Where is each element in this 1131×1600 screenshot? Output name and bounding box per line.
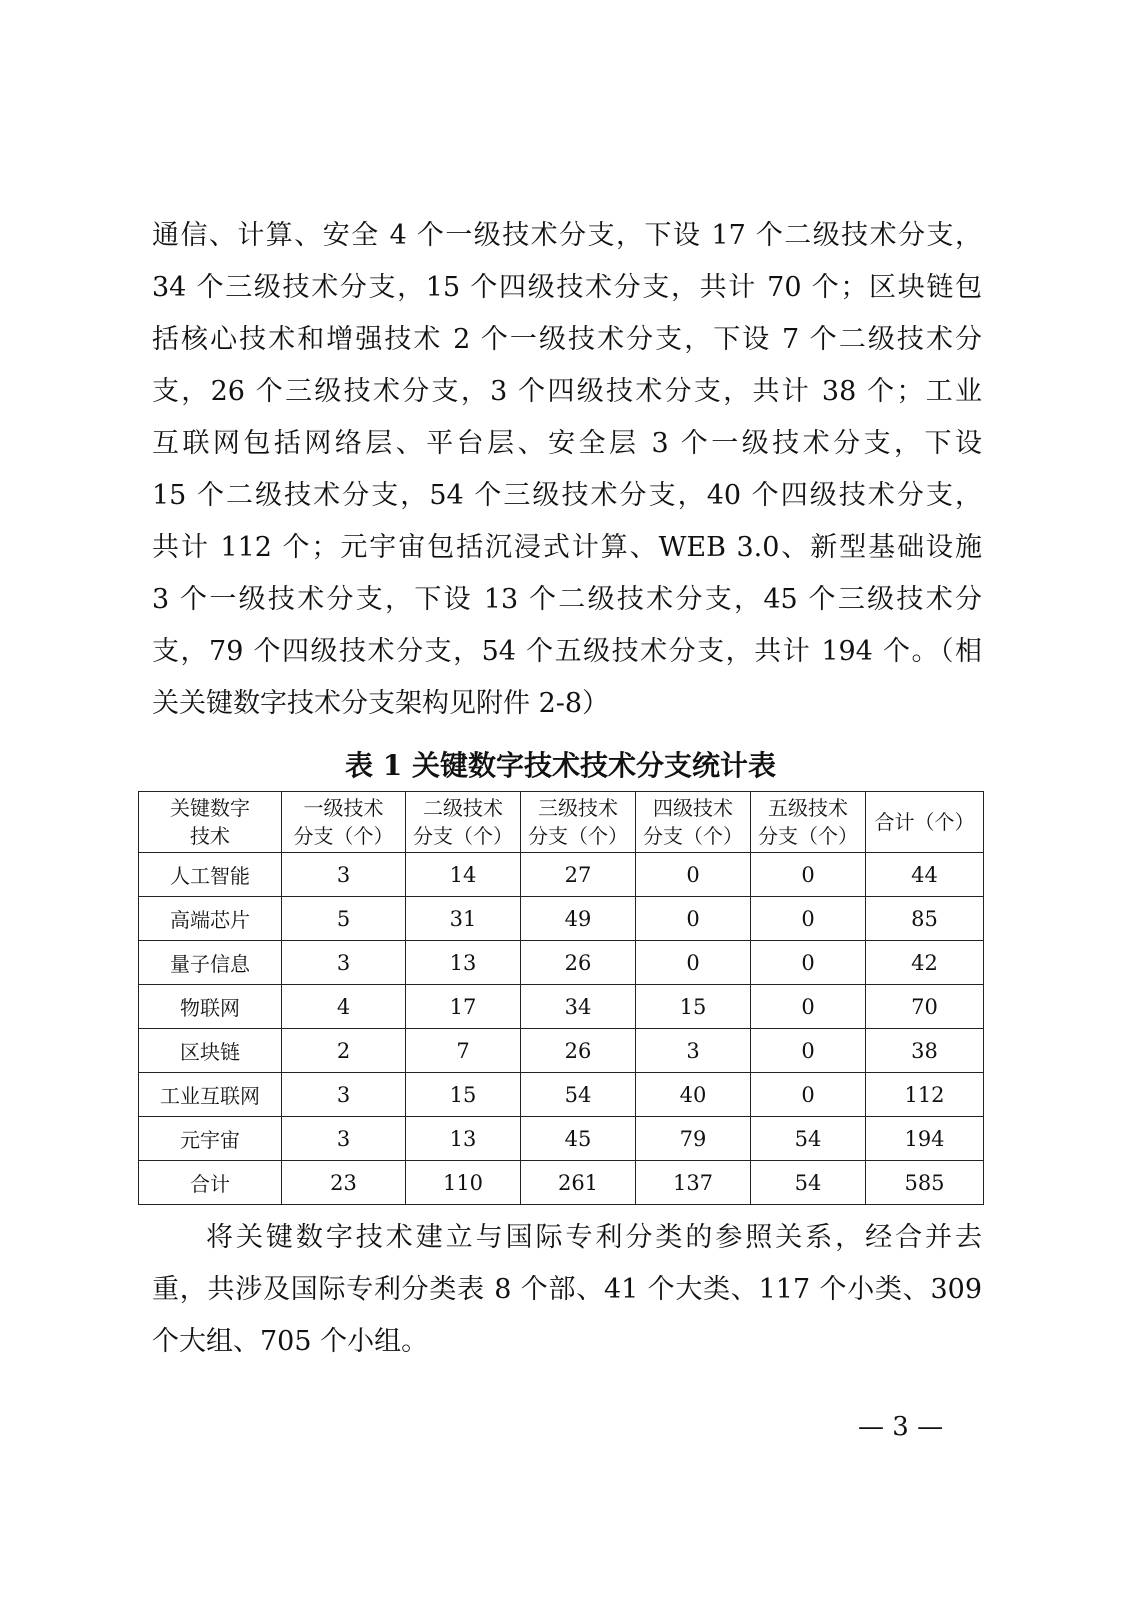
table-row	[139, 1029, 984, 1073]
header-cell: 二级技术 分支（个）	[406, 792, 521, 853]
row-label-cell: 物联网	[139, 985, 282, 1029]
body-paragraph-1	[152, 210, 982, 730]
paragraph-line: 共计 112 个；元宇宙包括沉浸式计算、WEB 3.0、新型基础设施	[152, 532, 982, 563]
table-row	[139, 985, 984, 1029]
header-cell: 四级技术 分支（个）	[636, 792, 751, 853]
page-number: — 3 —	[858, 1412, 944, 1442]
paragraph-line: 括核心技术和增强技术 2 个一级技术分支，下设 7 个二级技术分	[152, 324, 982, 355]
value-cell: 0	[751, 853, 866, 897]
value-cell: 110	[406, 1161, 521, 1205]
value-cell: 38	[866, 1029, 984, 1073]
value-cell: 0	[636, 853, 751, 897]
value-cell: 49	[521, 897, 636, 941]
value-cell: 44	[866, 853, 984, 897]
value-cell: 79	[636, 1117, 751, 1161]
value-cell: 85	[866, 897, 984, 941]
value-cell: 0	[751, 941, 866, 985]
row-label-cell: 元宇宙	[139, 1117, 282, 1161]
value-cell: 54	[521, 1073, 636, 1117]
value-cell: 5	[282, 897, 406, 941]
paragraph-line: 互联网包括网络层、平台层、安全层 3 个一级技术分支，下设	[152, 428, 982, 459]
header-cell: 合计（个）	[866, 792, 984, 853]
paragraph-line: 支，26 个三级技术分支，3 个四级技术分支，共计 38 个；工业	[152, 376, 982, 407]
value-cell: 2	[282, 1029, 406, 1073]
row-label-cell: 人工智能	[139, 853, 282, 897]
paragraph-line: 个大组、705 个小组。	[152, 1326, 429, 1357]
value-cell: 15	[636, 985, 751, 1029]
value-cell: 26	[521, 941, 636, 985]
value-cell: 0	[751, 985, 866, 1029]
table-row	[139, 941, 984, 985]
value-cell: 13	[406, 941, 521, 985]
value-cell: 54	[751, 1161, 866, 1205]
value-cell: 3	[282, 1117, 406, 1161]
value-cell: 585	[866, 1161, 984, 1205]
table-row	[139, 1117, 984, 1161]
value-cell: 7	[406, 1029, 521, 1073]
tech-branch-stats-table	[138, 791, 984, 1205]
table-row	[139, 897, 984, 941]
row-label-cell: 合计	[139, 1161, 282, 1205]
value-cell: 23	[282, 1161, 406, 1205]
paragraph-line: 3 个一级技术分支，下设 13 个二级技术分支，45 个三级技术分	[152, 584, 982, 615]
row-label-cell: 高端芯片	[139, 897, 282, 941]
table-row	[139, 1161, 984, 1205]
value-cell: 3	[636, 1029, 751, 1073]
table-row	[139, 853, 984, 897]
value-cell: 70	[866, 985, 984, 1029]
value-cell: 3	[282, 941, 406, 985]
paragraph-line: 支，79 个四级技术分支，54 个五级技术分支，共计 194 个。（相	[152, 636, 982, 667]
value-cell: 42	[866, 941, 984, 985]
paragraph-line: 重，共涉及国际专利分类表 8 个部、41 个大类、117 个小类、309	[152, 1274, 982, 1305]
value-cell: 0	[636, 941, 751, 985]
value-cell: 0	[751, 1029, 866, 1073]
table-row	[139, 1073, 984, 1117]
value-cell: 137	[636, 1161, 751, 1205]
paragraph-line: 15 个二级技术分支，54 个三级技术分支，40 个四级技术分支，	[152, 480, 982, 511]
value-cell: 34	[521, 985, 636, 1029]
value-cell: 261	[521, 1161, 636, 1205]
value-cell: 26	[521, 1029, 636, 1073]
header-cell: 三级技术 分支（个）	[521, 792, 636, 853]
header-cell: 五级技术 分支（个）	[751, 792, 866, 853]
value-cell: 0	[751, 1073, 866, 1117]
value-cell: 13	[406, 1117, 521, 1161]
body-paragraph-2	[152, 1212, 982, 1368]
value-cell: 17	[406, 985, 521, 1029]
value-cell: 45	[521, 1117, 636, 1161]
header-cell: 一级技术 分支（个）	[282, 792, 406, 853]
value-cell: 4	[282, 985, 406, 1029]
table-header-row	[139, 792, 984, 853]
paragraph-line: 关关键数字技术分支架构见附件 2-8）	[152, 688, 610, 719]
value-cell: 3	[282, 853, 406, 897]
row-label-cell: 量子信息	[139, 941, 282, 985]
value-cell: 54	[751, 1117, 866, 1161]
value-cell: 27	[521, 853, 636, 897]
row-label-cell: 区块链	[139, 1029, 282, 1073]
paragraph-line: 将关键数字技术建立与国际专利分类的参照关系，经合并去	[206, 1222, 982, 1253]
value-cell: 15	[406, 1073, 521, 1117]
value-cell: 40	[636, 1073, 751, 1117]
table-caption: 表 1 关键数字技术技术分支统计表	[345, 749, 776, 782]
value-cell: 112	[866, 1073, 984, 1117]
paragraph-line: 通信、计算、安全 4 个一级技术分支，下设 17 个二级技术分支，	[152, 220, 982, 251]
value-cell: 14	[406, 853, 521, 897]
header-cell: 关键数字 技术	[139, 792, 282, 853]
value-cell: 194	[866, 1117, 984, 1161]
value-cell: 31	[406, 897, 521, 941]
value-cell: 3	[282, 1073, 406, 1117]
row-label-cell: 工业互联网	[139, 1073, 282, 1117]
value-cell: 0	[751, 897, 866, 941]
paragraph-line: 34 个三级技术分支，15 个四级技术分支，共计 70 个；区块链包	[152, 272, 982, 303]
value-cell: 0	[636, 897, 751, 941]
